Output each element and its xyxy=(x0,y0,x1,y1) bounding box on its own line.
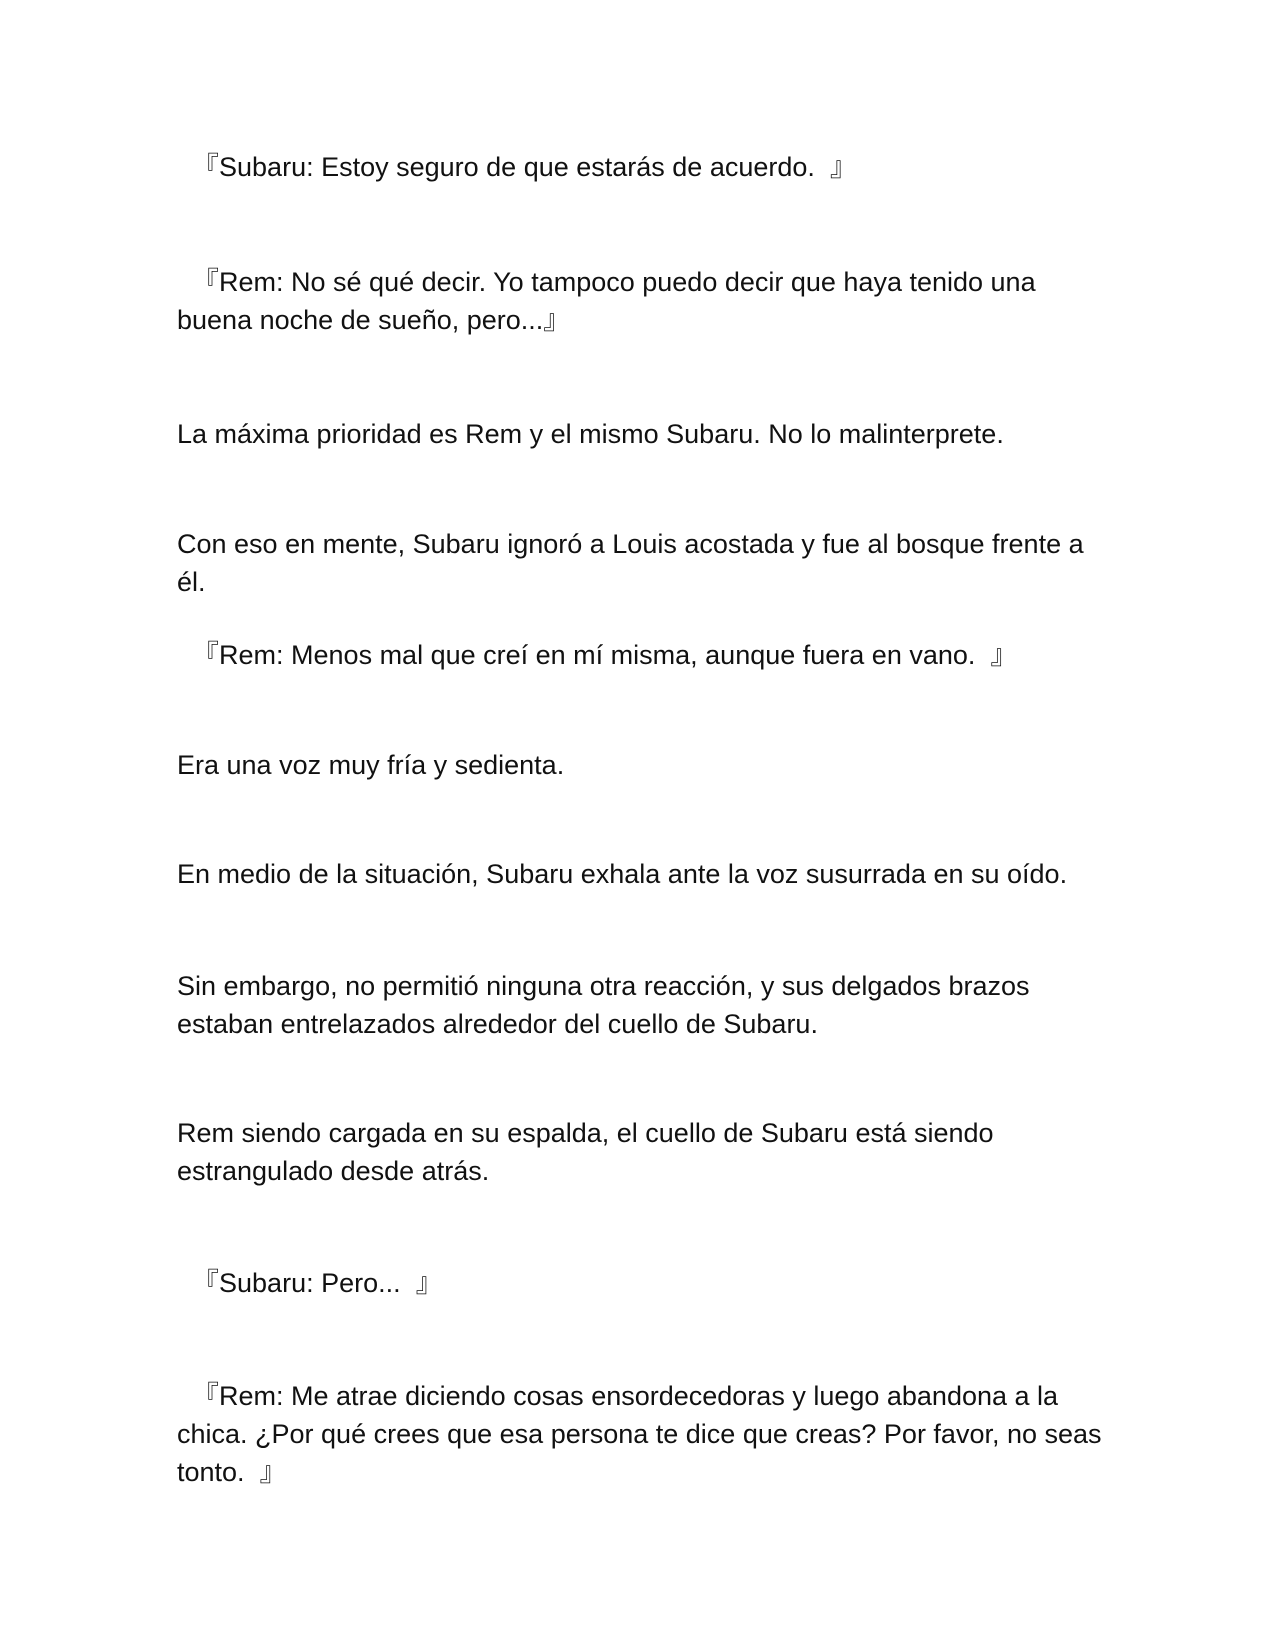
paragraph-narration-1: La máxima prioridad es Rem y el mismo Subaru. No lo malinterprete. xyxy=(177,419,1004,449)
paragraph-subaru-dialogue-2: 『Subaru: Pero... 』 xyxy=(177,1268,443,1298)
paragraph-narration-6: Rem siendo cargada en su espalda, el cuello de Subaru está siendo estrangulado desde atrás. xyxy=(177,1118,1002,1186)
paragraph-narration-4: En medio de la situación, Subaru exhala ante la voz susurrada en su oído. xyxy=(177,859,1068,889)
paragraph-narration-5: Sin embargo, no permitió ninguna otra reacción, y sus delgados brazos estaban entrelazados alrededor del cuello de Subaru. xyxy=(177,971,1038,1039)
paragraph-narration-2: Con eso en mente, Subaru ignoró a Louis acostada y fue al bosque frente a él. xyxy=(177,529,1092,597)
paragraph-rem-dialogue-3: 『Rem: Me atrae diciendo cosas ensordecedoras y luego abandona a la chica. ¿Por qué crees que esa persona te dice que creas? Por favor, no seas tonto. 』 xyxy=(177,1381,1110,1487)
paragraph-rem-dialogue-2: 『Rem: Menos mal que creí en mí misma, aunque fuera en vano. 』 xyxy=(177,640,1018,670)
paragraph-rem-dialogue-1: 『Rem: No sé qué decir. Yo tampoco puedo decir que haya tenido una buena noche de sueño, pero...』 xyxy=(177,267,1044,335)
paragraph-subaru-dialogue-1: 『Subaru: Estoy seguro de que estarás de acuerdo. 』 xyxy=(177,152,857,182)
paragraph-narration-3: Era una voz muy fría y sedienta. xyxy=(177,750,565,780)
